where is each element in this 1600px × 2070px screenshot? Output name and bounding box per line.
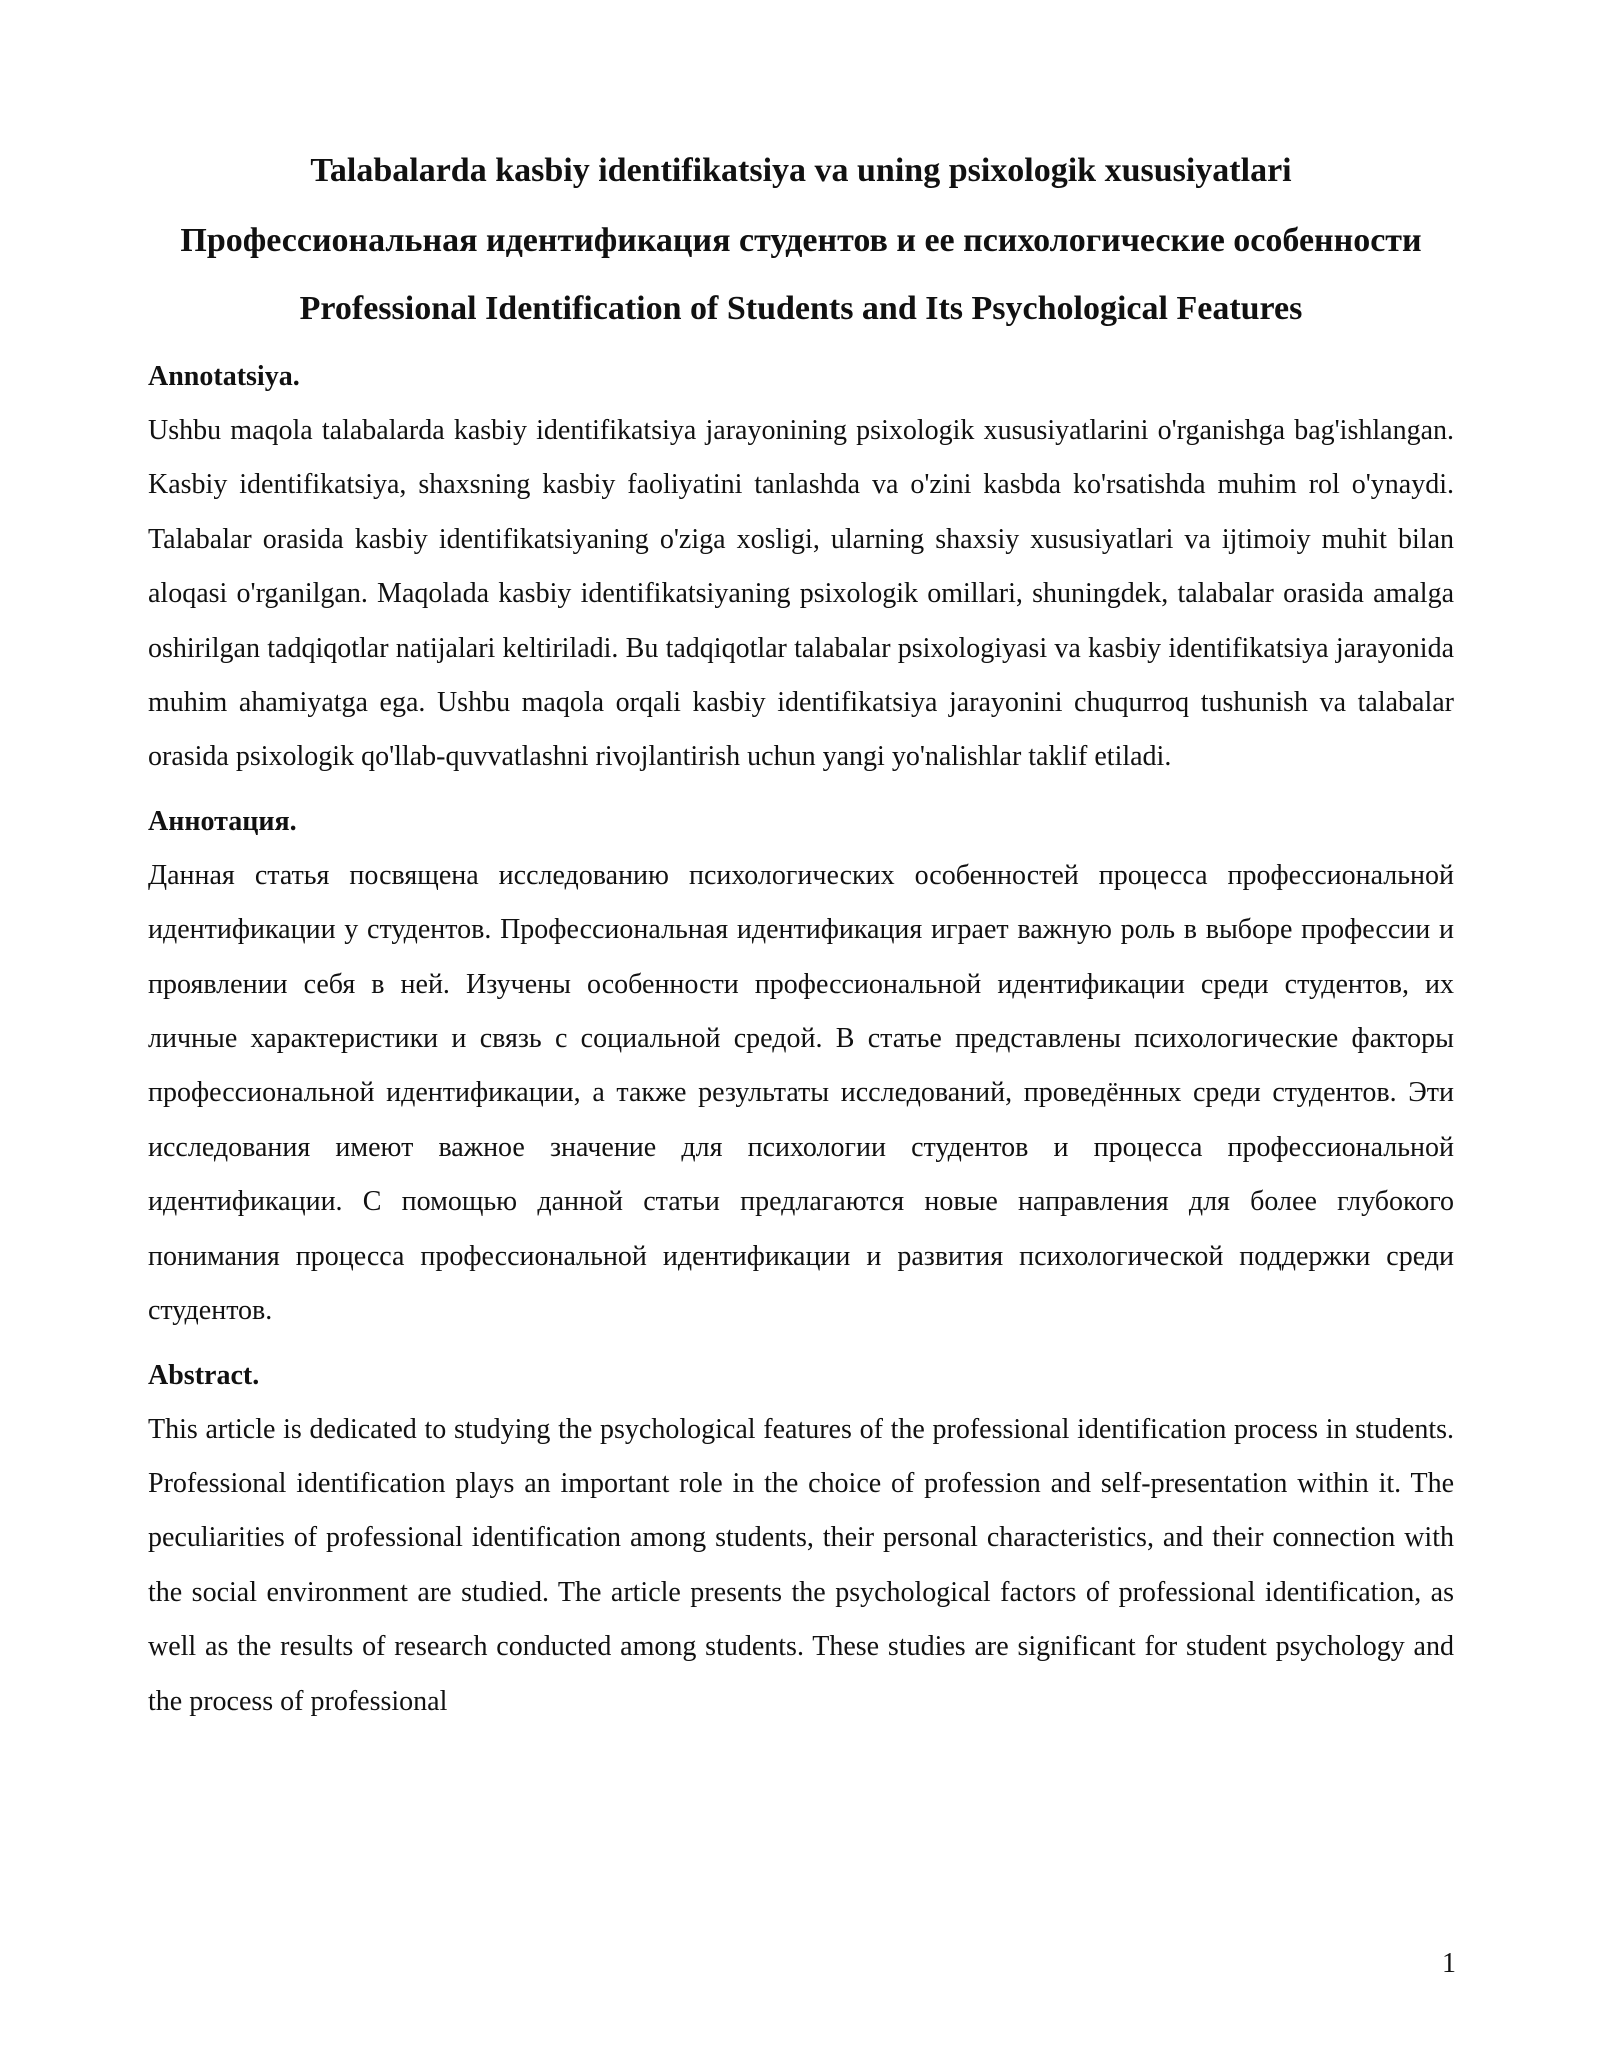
title-russian: Профессиональная идентификация студентов и ее психологические особенности [180,222,1422,259]
abstract-heading-uzbek: Annotatsiya. [148,361,300,392]
document-page [148,140,1454,1729]
abstract-text-uzbek: Ushbu maqola talabalarda kasbiy identifikatsiya jarayonining psixologik xususiyatlarini o'rganishga bag'ishlangan. Kasbiy identifikatsiya, shaxsning kasbiy faoliyatini tanlashda va o'zini kasbda ko'rsatishda muhim rol o'ynaydi. Talabalar orasida kasbiy identifikatsiyaning o'ziga xosligi, ularning shaxsiy xususiyatlari va ijtimoiy muhit bilan aloqasi o'rganilgan. Maqolada kasbiy identifikatsiyaning psixologik omillari, shuningdek, talabalar orasida amalga oshirilgan tadqiqotlar natijalari keltiriladi. Bu tadqiqotlar talabalar psixologiyasi va kasbiy identifikatsiya jarayonida muhim ahamiyatga ega. Ushbu maqola orqali kasbiy identifikatsiya jarayonini chuqurroq tushunish va talabalar orasida psixologik qo'llab-quvvatlashni rivojlantirish uchun yangi yo'nalishlar taklif etiladi. [148,415,1454,773]
abstract-text-russian: Данная статья посвящена исследованию психологических особенностей процесса профессиональной идентификации у студентов. Профессиональная идентификация играет важную роль в выборе профессии и проявлении себя в ней. Изучены особенности профессиональной идентификации среди студентов, их личные характеристики и связь с социальной средой. В статье представлены психологические факторы профессиональной идентификации, а также результаты исследований, проведённых среди студентов. Эти исследования имеют важное значение для психологии студентов и процесса профессиональной идентификации. С помощью данной статьи предлагаются новые направления для более глубокого понимания процесса профессиональной идентификации и развития психологической поддержки среди студентов. [148,859,1454,1327]
page-number: 1 [1442,1948,1456,1979]
abstract-heading-russian: Аннотация. [148,805,297,837]
title-english: Professional Identification of Students and Its Psychological Features [299,290,1303,327]
abstract-text-english: This article is dedicated to studying the psychological features of the professional identification process in students. Professional identification plays an important role in the choice of profession and self-presentation within it. The peculiarities of professional identification among students, their personal characteristics, and their connection with the social environment are studied. The article presents the psychological factors of professional identification, as well as the results of research conducted among students. These studies are significant for student psychology and the process of professional [148,1413,1454,1717]
title-uzbek: Talabalarda kasbiy identifikatsiya va uning psixologik xususiyatlari [310,152,1292,189]
abstract-heading-english: Abstract. [148,1359,260,1391]
